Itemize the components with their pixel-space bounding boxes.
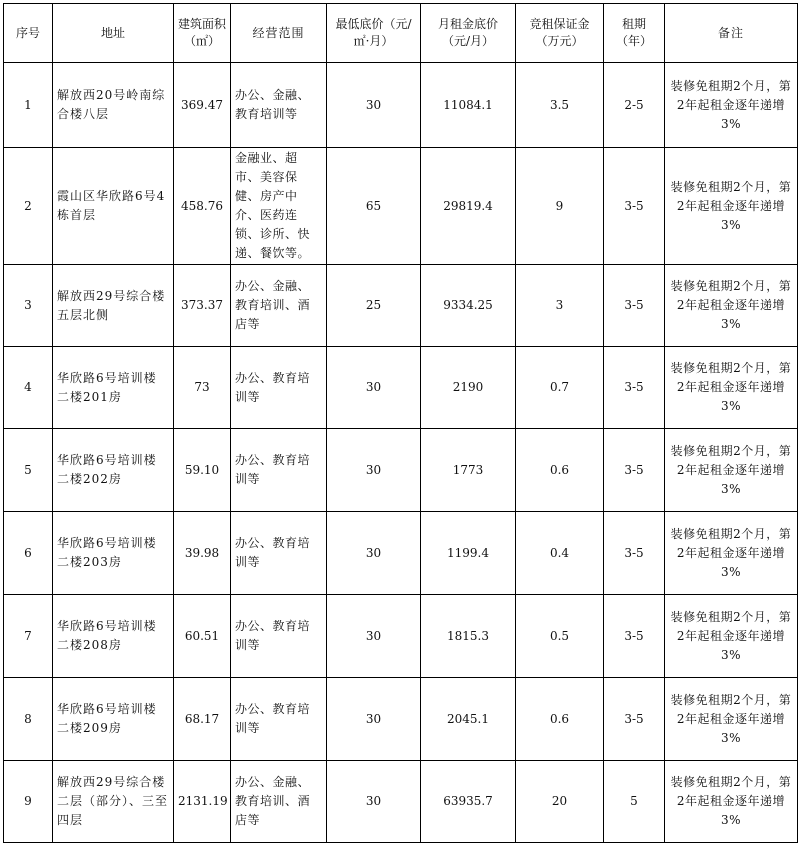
cell-deposit: 9	[516, 148, 604, 265]
table-row	[4, 512, 798, 595]
cell-note: 装修免租期2个月，第2年起租金逐年递增3%	[665, 761, 798, 843]
cell-area: 373.37	[174, 265, 231, 347]
table-row	[4, 347, 798, 429]
header-monthly-rent: 月租金底价（元/月）	[421, 4, 516, 63]
cell-scope: 办公、金融、教育培训等	[231, 63, 327, 148]
cell-note: 装修免租期2个月，第2年起租金逐年递增3%	[665, 347, 798, 429]
cell-monthly-rent: 63935.7	[421, 761, 516, 843]
cell-monthly-rent: 2045.1	[421, 678, 516, 761]
cell-monthly-rent: 1199.4	[421, 512, 516, 595]
cell-note: 装修免租期2个月，第2年起租金逐年递增3%	[665, 265, 798, 347]
cell-deposit: 20	[516, 761, 604, 843]
cell-address: 华欣路6号培训楼二楼203房	[53, 512, 174, 595]
cell-scope: 办公、金融、教育培训、酒店等	[231, 265, 327, 347]
cell-min-price: 30	[327, 761, 421, 843]
table-row	[4, 148, 798, 265]
cell-no: 2	[4, 148, 53, 265]
cell-address: 霞山区华欣路6号4栋首层	[53, 148, 174, 265]
cell-address: 华欣路6号培训楼二楼201房	[53, 347, 174, 429]
header-min-price: 最低底价（元/㎡·月）	[327, 4, 421, 63]
cell-min-price: 65	[327, 148, 421, 265]
cell-term: 3-5	[604, 148, 665, 265]
cell-monthly-rent: 2190	[421, 347, 516, 429]
cell-term: 3-5	[604, 265, 665, 347]
cell-area: 68.17	[174, 678, 231, 761]
cell-deposit: 0.5	[516, 595, 604, 678]
header-note: 备注	[665, 4, 798, 63]
header-address: 地址	[53, 4, 174, 63]
cell-min-price: 30	[327, 595, 421, 678]
header-no: 序号	[4, 4, 53, 63]
cell-min-price: 30	[327, 63, 421, 148]
cell-scope: 金融业、超市、美容保健、房产中介、医药连锁、诊所、快递、餐饮等。	[231, 148, 327, 265]
cell-deposit: 3	[516, 265, 604, 347]
cell-note: 装修免租期2个月，第2年起租金逐年递增3%	[665, 148, 798, 265]
cell-area: 458.76	[174, 148, 231, 265]
cell-monthly-rent: 1773	[421, 429, 516, 512]
cell-min-price: 30	[327, 347, 421, 429]
cell-address: 解放西29号综合楼二层（部分）、三至四层	[53, 761, 174, 843]
cell-min-price: 30	[327, 512, 421, 595]
cell-address: 华欣路6号培训楼二楼202房	[53, 429, 174, 512]
cell-area: 39.98	[174, 512, 231, 595]
cell-address: 华欣路6号培训楼二楼209房	[53, 678, 174, 761]
cell-no: 8	[4, 678, 53, 761]
table-row	[4, 595, 798, 678]
cell-scope: 办公、教育培训等	[231, 678, 327, 761]
cell-monthly-rent: 1815.3	[421, 595, 516, 678]
cell-min-price: 25	[327, 265, 421, 347]
cell-note: 装修免租期2个月，第2年起租金逐年递增3%	[665, 429, 798, 512]
cell-note: 装修免租期2个月，第2年起租金逐年递增3%	[665, 678, 798, 761]
cell-scope: 办公、教育培训等	[231, 347, 327, 429]
cell-min-price: 30	[327, 429, 421, 512]
cell-min-price: 30	[327, 678, 421, 761]
cell-monthly-rent: 29819.4	[421, 148, 516, 265]
table-row	[4, 63, 798, 148]
table-row	[4, 678, 798, 761]
cell-address: 华欣路6号培训楼二楼208房	[53, 595, 174, 678]
table-row	[4, 761, 798, 843]
cell-term: 3-5	[604, 595, 665, 678]
cell-deposit: 3.5	[516, 63, 604, 148]
cell-scope: 办公、教育培训等	[231, 512, 327, 595]
cell-note: 装修免租期2个月，第2年起租金逐年递增3%	[665, 512, 798, 595]
cell-deposit: 0.4	[516, 512, 604, 595]
cell-deposit: 0.6	[516, 678, 604, 761]
lease-table	[3, 3, 798, 843]
cell-note: 装修免租期2个月，第2年起租金逐年递增3%	[665, 63, 798, 148]
header-row	[4, 4, 798, 63]
cell-scope: 办公、教育培训等	[231, 595, 327, 678]
cell-no: 5	[4, 429, 53, 512]
header-area: 建筑面积（㎡）	[174, 4, 231, 63]
cell-term: 3-5	[604, 429, 665, 512]
cell-no: 9	[4, 761, 53, 843]
cell-address: 解放西29号综合楼五层北侧	[53, 265, 174, 347]
cell-note: 装修免租期2个月，第2年起租金逐年递增3%	[665, 595, 798, 678]
cell-no: 1	[4, 63, 53, 148]
cell-term: 2-5	[604, 63, 665, 148]
cell-term: 3-5	[604, 678, 665, 761]
cell-term: 5	[604, 761, 665, 843]
cell-area: 2131.19	[174, 761, 231, 843]
cell-monthly-rent: 9334.25	[421, 265, 516, 347]
cell-monthly-rent: 11084.1	[421, 63, 516, 148]
cell-scope: 办公、金融、教育培训、酒店等	[231, 761, 327, 843]
table-row	[4, 429, 798, 512]
header-scope: 经营范围	[231, 4, 327, 63]
cell-term: 3-5	[604, 347, 665, 429]
cell-area: 369.47	[174, 63, 231, 148]
cell-no: 3	[4, 265, 53, 347]
cell-no: 7	[4, 595, 53, 678]
cell-no: 4	[4, 347, 53, 429]
cell-area: 73	[174, 347, 231, 429]
table-row	[4, 265, 798, 347]
cell-scope: 办公、教育培训等	[231, 429, 327, 512]
cell-term: 3-5	[604, 512, 665, 595]
cell-deposit: 0.6	[516, 429, 604, 512]
cell-address: 解放西20号岭南综合楼八层	[53, 63, 174, 148]
header-deposit: 竞租保证金（万元）	[516, 4, 604, 63]
cell-area: 60.51	[174, 595, 231, 678]
cell-area: 59.10	[174, 429, 231, 512]
cell-no: 6	[4, 512, 53, 595]
cell-deposit: 0.7	[516, 347, 604, 429]
header-term: 租期（年）	[604, 4, 665, 63]
